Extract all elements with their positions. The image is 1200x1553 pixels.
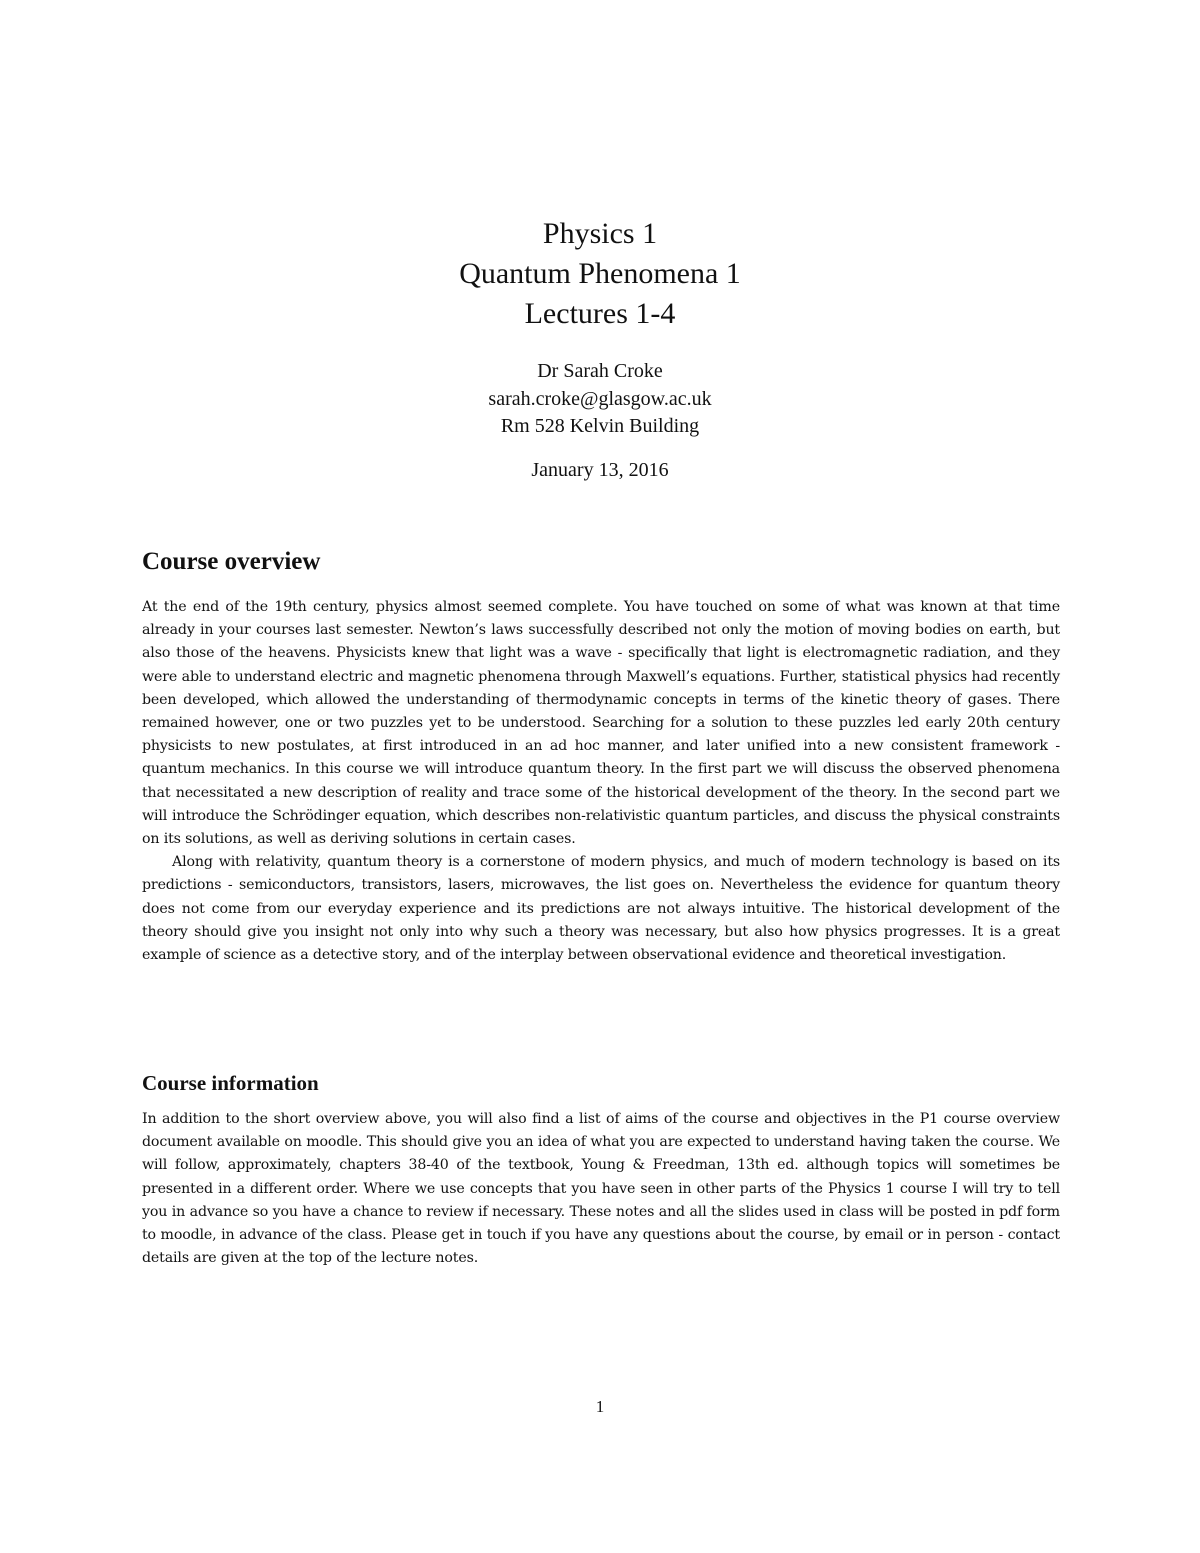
- section-heading-course-information: Course information: [142, 1071, 319, 1095]
- course-title: Physics 1: [542, 217, 658, 250]
- document-date: January 13, 2016: [531, 458, 669, 481]
- author-block: [0, 358, 1200, 441]
- title-block: [0, 214, 1200, 484]
- author-name: Dr Sarah Croke: [537, 360, 663, 382]
- information-paragraph-1: In addition to the short overview above, you will also find a list of aims of the course and objectives in the P1 course overview document available on moodle. This should give you an idea of what you are expected to understand having taken the course. We will follow, approximately, chapters 38-40 of the textbook, Young & Freedman, 13th ed. although topics will sometimes be presented in a different order. Where we use concepts that you have seen in other parts of the Physics 1 course I will try to tell you in advance so you have a chance to review if necessary. These notes and all the slides used in class will be posted in pdf form to moodle, in advance of the class. Please get in touch if you have any questions about the course, by email or in person - contact details are given at the top of the lecture notes.: [142, 1111, 1060, 1267]
- section-heading-course-overview: Course overview: [142, 548, 321, 575]
- overview-paragraph-2: Along with relativity, quantum theory is a cornerstone of modern physics, and much of modern technology is based on its predictions - semiconductors, transistors, lasers, microwaves, the list goes on. Nevertheless the evidence for quantum theory does not come from our everyday experience and its predictions are not always intuitive. The historical development of the theory should give you insight not only into why such a theory was necessary, but also how physics progresses. It is a great example of science as a detective story, and of the interplay between observational evidence and theoretical investigation.: [142, 854, 1060, 964]
- course-information-body: [142, 1108, 1060, 1270]
- lecture-range: Lectures 1-4: [524, 297, 676, 330]
- author-room: Rm 528 Kelvin Building: [500, 415, 700, 437]
- author-email: sarah.croke@glasgow.ac.uk: [488, 387, 712, 410]
- page-number: 1: [595, 1397, 605, 1416]
- overview-paragraph-1: At the end of the 19th century, physics almost seemed complete. You have touched on some of what was known at that time already in your courses last semester. Newton’s laws successfully described not only the motion of moving bodies on earth, but also those of the heavens. Physicists knew that light was a wave - specifically that light is electromagnetic radiation, and they were able to understand electric and magnetic phenomena through Maxwell’s equations. Further, statistical physics had recently been developed, which allowed the understanding of thermodynamic concepts in terms of the kinetic theory of gases. There remained however, one or two puzzles yet to be understood. Searching for a solution to these puzzles led early 20th century physicists to new postulates, at first introduced in an ad hoc manner, and later unified into a new consistent framework - quantum mechanics. In this course we will introduce quantum theory. In the first part we will discuss the observed phenomena that necessitated a new description of reality and trace some of the historical development of the theory. In the second part we will introduce the Schrödinger equation, which describes non-relativistic quantum particles, and discuss the physical constraints on its solutions, as well as deriving solutions in certain cases.: [142, 599, 1060, 848]
- course-subtitle: Quantum Phenomena 1: [459, 257, 741, 290]
- course-overview-body: [142, 596, 1060, 967]
